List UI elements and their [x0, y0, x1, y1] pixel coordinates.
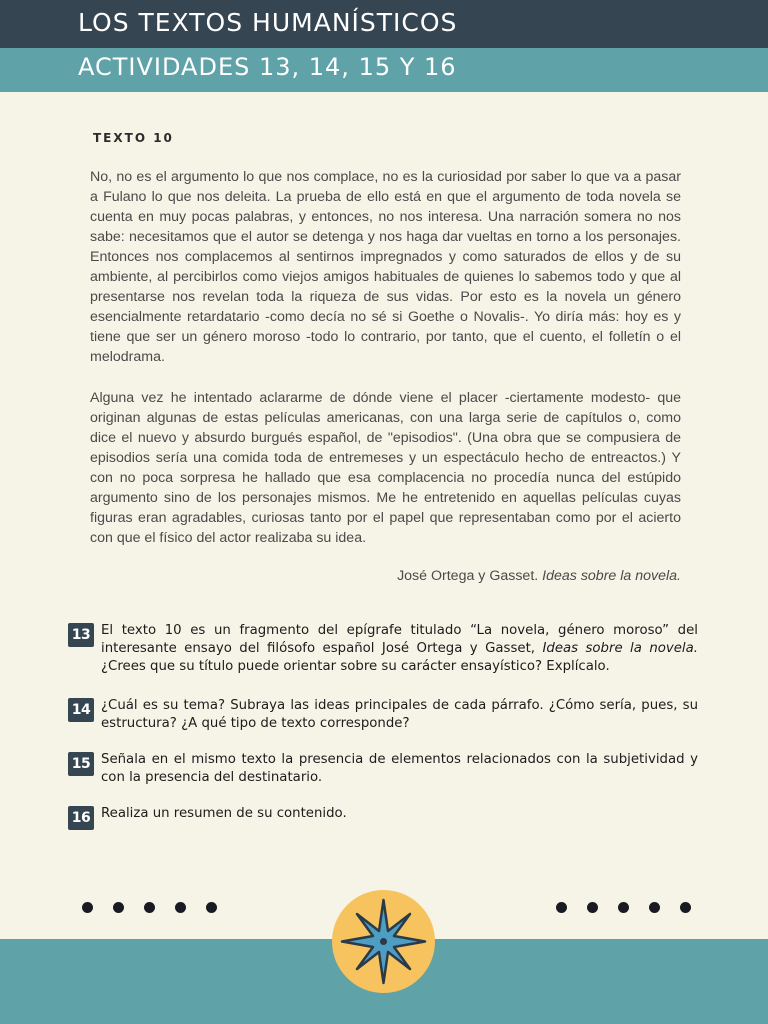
page-subtitle: ACTIVIDADES 13, 14, 15 Y 16 — [78, 53, 457, 81]
activity-text: ¿Cuál es su tema? Subraya las ideas principales de cada párrafo. ¿Cómo sería, pues, su estructura? ¿A qué tipo de texto corresponde? — [101, 698, 698, 731]
citation-author: José Ortega y Gasset. — [397, 568, 539, 584]
page-title: LOS TEXTOS HUMANÍSTICOS — [78, 8, 458, 37]
decorative-dot — [144, 902, 155, 913]
compass-star-icon — [332, 890, 435, 993]
text-label: TEXTO 10 — [93, 131, 174, 145]
activity-number-badge: 14 — [68, 698, 94, 722]
activity-number-badge: 16 — [68, 806, 94, 830]
decorative-dot — [587, 902, 598, 913]
decorative-dot — [113, 902, 124, 913]
activity-text: Señala en el mismo texto la presencia de elementos relacionados con la subjetividad y con la presencia del destinatario. — [101, 752, 698, 785]
activity-text-part: ¿Crees que su título puede orientar sobre su carácter ensayístico? Explícalo. — [101, 659, 610, 674]
activity-number-badge: 15 — [68, 752, 94, 776]
decorative-dot — [556, 902, 567, 913]
text-paragraph-1: No, no es el argumento lo que nos complace, no es la curiosidad por saber lo que va a pasar a Fulano lo que nos deleita. La prueba de ello está en que el argumento de toda novela se cuenta en muy pocas palabras, y entonces, no nos interesa. Una narración somera no nos sabe: necesitamos que el autor se detenga y nos haga dar vueltas en torno a los personajes. Entonces nos complacemos al sentirnos impregnados y como saturados de ellos y de su ambiente, al percibirlos como viejos amigos habituales de quienes lo sabemos todo y que al presentarse nos revelan toda la riqueza de sus vidas. Por esto es la novela un género esencialmente retardatario -como decía no sé si Goethe o Novalis-. Yo diría más: hoy es y tiene que ser un género moroso -todo lo contrario, por tanto, que el cuento, el folletín o el melodrama. — [90, 169, 681, 365]
decorative-dot — [206, 902, 217, 913]
decorative-dot — [175, 902, 186, 913]
text-paragraph-2: Alguna vez he intentado aclararme de dónde viene el placer -ciertamente modesto- que originan algunas de estas películas americanas, con una larga serie de capítulos o, como dice el nuevo y absurdo burgués español, de "episodios". (Una obra que se compusiera de episodios sería una comida toda de entremeses y un espectáculo hecho de entreactos.) Y con no poca sorpresa he hallado que esa complacencia no procedía nunca del estúpido argumento sino de los personajes mismos. Me he entretenido en aquellas películas cuyas figuras eran agradables, curiosas tanto por el papel que representaban como por el acierto con que el físico del actor realizaba su idea. — [90, 390, 681, 546]
decorative-dot — [680, 902, 691, 913]
decorative-dot — [82, 902, 93, 913]
citation — [397, 568, 681, 584]
citation-title: Ideas sobre la novela. — [542, 568, 681, 584]
activity-text: Realiza un resumen de su contenido. — [101, 806, 347, 821]
activity-text — [101, 622, 698, 676]
compass-badge — [332, 890, 435, 993]
activity-number-badge: 13 — [68, 623, 94, 647]
activity-text-italic: Ideas sobre la novela. — [542, 641, 698, 656]
decorative-dot — [618, 902, 629, 913]
activity-text-part: El texto 10 es un fragmento del epígrafe titulado “La novela, género moroso” del interesante ensayo del filósofo español José Ortega y Gasset, — [101, 623, 698, 656]
decorative-dot — [649, 902, 660, 913]
